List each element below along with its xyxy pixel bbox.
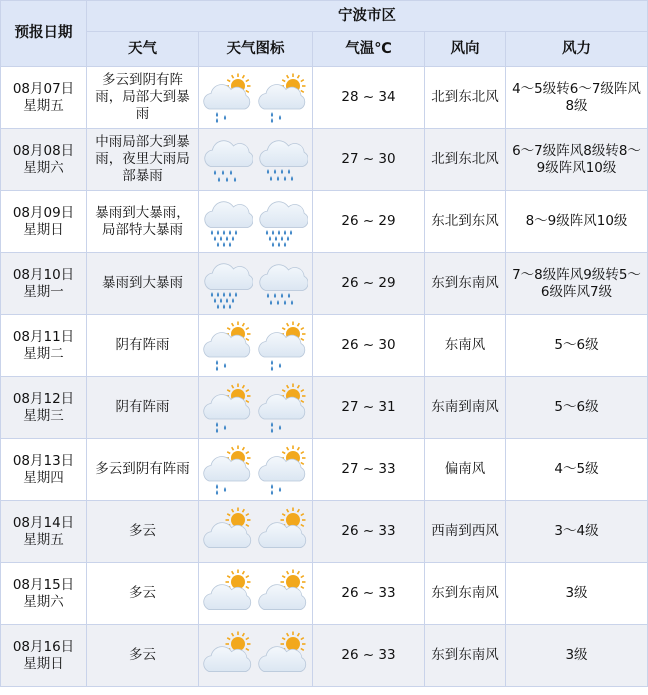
forecast-weekday: 星期日 xyxy=(23,655,64,672)
wind-force: 5～6级 xyxy=(506,315,648,377)
forecast-weekday: 星期六 xyxy=(23,159,64,176)
weather-description: 阴有阵雨 xyxy=(87,315,199,377)
weather-description: 中雨局部大到暴雨，夜里大雨局部暴雨 xyxy=(87,129,199,191)
wind-force: 6～7级阵风8级转8～9级阵风10级 xyxy=(506,129,648,191)
weather-icons-cell xyxy=(199,563,313,625)
forecast-weekday: 星期一 xyxy=(23,283,64,300)
forecast-weekday: 星期三 xyxy=(23,407,64,424)
weather-description: 多云 xyxy=(87,563,199,625)
table-row xyxy=(1,253,648,315)
partly-cloudy-icon xyxy=(203,631,253,681)
wind-force: 3级 xyxy=(506,563,648,625)
table-row xyxy=(1,191,648,253)
forecast-date: 08月15日 xyxy=(12,576,75,593)
table-row xyxy=(1,625,648,687)
wind-direction: 东南到南风 xyxy=(425,377,506,439)
table-row xyxy=(1,563,648,625)
forecast-date: 08月11日 xyxy=(12,328,75,345)
table-row xyxy=(1,129,648,191)
temperature-range: 26 ~ 33 xyxy=(313,625,425,687)
weather-icons-cell xyxy=(199,253,313,315)
temperature-range: 27 ~ 33 xyxy=(313,439,425,501)
heavy-rain-icon xyxy=(258,135,308,185)
wind-direction: 东到东南风 xyxy=(425,253,506,315)
table-row xyxy=(1,67,648,129)
moderate-rain-icon xyxy=(203,135,253,185)
wind-force: 7～8级阵风9级转5～6级阵风7级 xyxy=(506,253,648,315)
temperature-range: 27 ~ 30 xyxy=(313,129,425,191)
wind-direction: 西南到西风 xyxy=(425,501,506,563)
forecast-date: 08月12日 xyxy=(12,390,75,407)
partly-cloudy-icon xyxy=(258,569,308,619)
partly-cloudy-shower-icon xyxy=(203,445,253,495)
weather-icons-cell xyxy=(199,501,313,563)
wind-direction: 偏南风 xyxy=(425,439,506,501)
header-wind-direction: 风向 xyxy=(425,32,506,67)
forecast-weekday: 星期五 xyxy=(23,97,64,114)
rainstorm-icon xyxy=(203,197,253,247)
weather-icons-cell xyxy=(199,67,313,129)
weather-description: 多云到阴有阵雨，局部大到暴雨 xyxy=(87,67,199,129)
wind-force: 4～5级转6～7级阵风8级 xyxy=(506,67,648,129)
temperature-range: 26 ~ 29 xyxy=(313,191,425,253)
wind-direction: 北到东北风 xyxy=(425,129,506,191)
rainstorm-icon xyxy=(258,197,308,247)
forecast-date: 08月09日 xyxy=(12,204,75,221)
forecast-weekday: 星期五 xyxy=(23,531,64,548)
weather-icons-cell xyxy=(199,129,313,191)
partly-cloudy-shower-icon xyxy=(258,321,308,371)
forecast-date: 08月10日 xyxy=(12,266,75,283)
wind-direction: 东北到东风 xyxy=(425,191,506,253)
partly-cloudy-shower-icon xyxy=(258,383,308,433)
weather-description: 暴雨到大暴雨，局部特大暴雨 xyxy=(87,191,199,253)
wind-force: 4～5级 xyxy=(506,439,648,501)
wind-direction: 东南风 xyxy=(425,315,506,377)
forecast-date-cell xyxy=(1,191,87,253)
forecast-date-cell xyxy=(1,439,87,501)
header-temperature: 气温℃ xyxy=(313,32,425,67)
weather-icons-cell xyxy=(199,315,313,377)
forecast-date-cell xyxy=(1,253,87,315)
forecast-weekday: 星期日 xyxy=(23,221,64,238)
forecast-date-cell xyxy=(1,625,87,687)
forecast-date: 08月16日 xyxy=(12,638,75,655)
forecast-date: 08月08日 xyxy=(12,142,75,159)
weather-icons-cell xyxy=(199,439,313,501)
partly-cloudy-shower-icon xyxy=(203,383,253,433)
forecast-date-cell xyxy=(1,67,87,129)
table-row xyxy=(1,501,648,563)
weather-description: 多云到阴有阵雨 xyxy=(87,439,199,501)
table-row xyxy=(1,377,648,439)
forecast-date-cell xyxy=(1,501,87,563)
header-region: 宁波市区 xyxy=(87,1,648,32)
partly-cloudy-icon xyxy=(203,569,253,619)
weather-description: 阴有阵雨 xyxy=(87,377,199,439)
partly-cloudy-icon xyxy=(203,507,253,557)
forecast-date: 08月07日 xyxy=(12,80,75,97)
temperature-range: 26 ~ 33 xyxy=(313,501,425,563)
forecast-date: 08月13日 xyxy=(12,452,75,469)
partly-cloudy-shower-icon xyxy=(258,445,308,495)
temperature-range: 26 ~ 30 xyxy=(313,315,425,377)
wind-direction: 东到东南风 xyxy=(425,563,506,625)
wind-force: 5～6级 xyxy=(506,377,648,439)
forecast-date-cell xyxy=(1,129,87,191)
partly-cloudy-shower-icon xyxy=(203,73,253,123)
table-row xyxy=(1,439,648,501)
wind-force: 8～9级阵风10级 xyxy=(506,191,648,253)
header-wind-force: 风力 xyxy=(506,32,648,67)
forecast-date: 08月14日 xyxy=(12,514,75,531)
temperature-range: 26 ~ 29 xyxy=(313,253,425,315)
weather-description: 多云 xyxy=(87,625,199,687)
table-row xyxy=(1,315,648,377)
forecast-date-cell xyxy=(1,315,87,377)
heavy-rain-icon xyxy=(258,259,308,309)
rainstorm-icon xyxy=(203,259,253,309)
temperature-range: 28 ~ 34 xyxy=(313,67,425,129)
wind-direction: 北到东北风 xyxy=(425,67,506,129)
forecast-date-cell xyxy=(1,377,87,439)
partly-cloudy-shower-icon xyxy=(258,73,308,123)
forecast-weekday: 星期六 xyxy=(23,593,64,610)
header-weather: 天气 xyxy=(87,32,199,67)
weather-icons-cell xyxy=(199,191,313,253)
header-date: 预报日期 xyxy=(1,1,87,67)
forecast-weekday: 星期二 xyxy=(23,345,64,362)
weather-icons-cell xyxy=(199,377,313,439)
forecast-date-cell xyxy=(1,563,87,625)
wind-force: 3～4级 xyxy=(506,501,648,563)
partly-cloudy-icon xyxy=(258,631,308,681)
partly-cloudy-icon xyxy=(258,507,308,557)
wind-direction: 东到东南风 xyxy=(425,625,506,687)
forecast-weekday: 星期四 xyxy=(23,469,64,486)
temperature-range: 27 ~ 31 xyxy=(313,377,425,439)
header-weather-icon: 天气图标 xyxy=(199,32,313,67)
partly-cloudy-shower-icon xyxy=(203,321,253,371)
weather-description: 暴雨到大暴雨 xyxy=(87,253,199,315)
wind-force: 3级 xyxy=(506,625,648,687)
temperature-range: 26 ~ 33 xyxy=(313,563,425,625)
weather-icons-cell xyxy=(199,625,313,687)
weather-description: 多云 xyxy=(87,501,199,563)
